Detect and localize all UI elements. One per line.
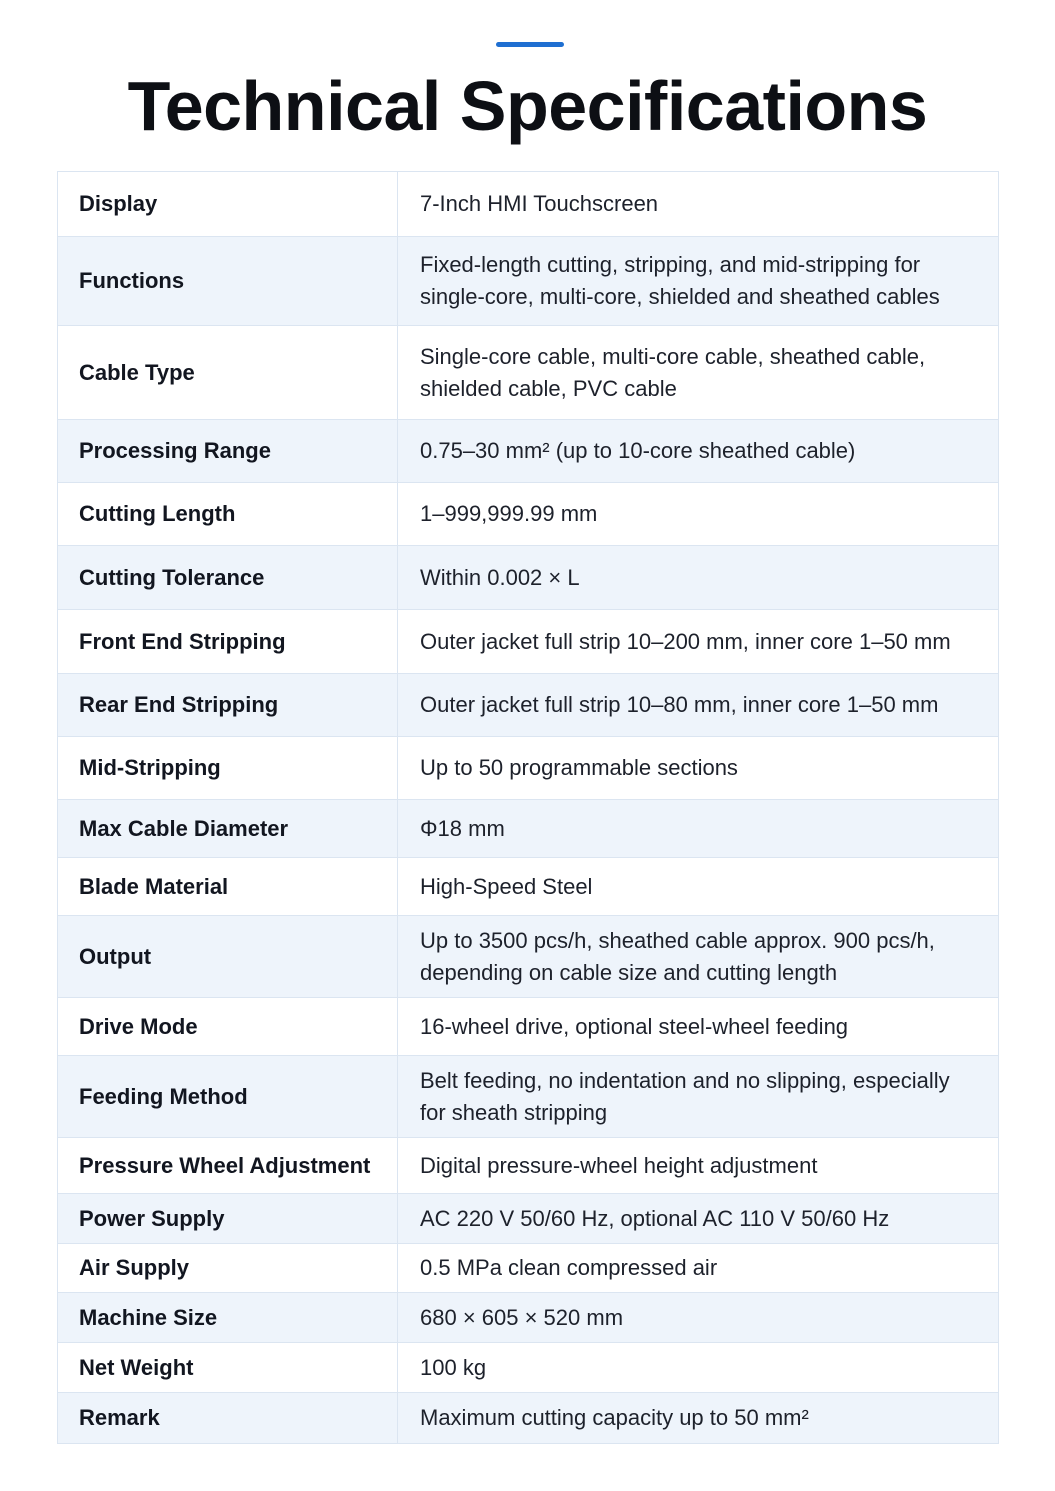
spec-label: Power Supply (58, 1194, 398, 1244)
spec-label: Feeding Method (58, 1056, 398, 1138)
spec-value: 0.75–30 mm² (up to 10-core sheathed cable) (398, 420, 999, 483)
spec-label: Rear End Stripping (58, 674, 398, 737)
spec-row (58, 800, 999, 858)
spec-row (58, 610, 999, 674)
spec-value: Belt feeding, no indentation and no slipping, especially for sheath stripping (398, 1056, 999, 1138)
spec-value: High-Speed Steel (398, 858, 999, 916)
spec-row (58, 172, 999, 237)
spec-value: Outer jacket full strip 10–80 mm, inner core 1–50 mm (398, 674, 999, 737)
spec-value: 0.5 MPa clean compressed air (398, 1244, 999, 1293)
spec-value: Outer jacket full strip 10–200 mm, inner core 1–50 mm (398, 610, 999, 674)
spec-label: Front End Stripping (58, 610, 398, 674)
spec-value: AC 220 V 50/60 Hz, optional AC 110 V 50/60 Hz (398, 1194, 999, 1244)
spec-label: Max Cable Diameter (58, 800, 398, 858)
spec-row (58, 998, 999, 1056)
spec-value: Single-core cable, multi-core cable, sheathed cable, shielded cable, PVC cable (398, 326, 999, 420)
spec-table-body (58, 172, 999, 1444)
spec-value: Up to 50 programmable sections (398, 737, 999, 800)
spec-label: Blade Material (58, 858, 398, 916)
spec-row (58, 916, 999, 998)
spec-label: Mid-Stripping (58, 737, 398, 800)
spec-row (58, 1293, 999, 1343)
spec-value: Φ18 mm (398, 800, 999, 858)
spec-row (58, 737, 999, 800)
spec-row (58, 1343, 999, 1393)
spec-value: Up to 3500 pcs/h, sheathed cable approx. 900 pcs/h, depending on cable size and cutting length (398, 916, 999, 998)
spec-value: 7-Inch HMI Touchscreen (398, 172, 999, 237)
spec-label: Output (58, 916, 398, 998)
spec-row (58, 1194, 999, 1244)
spec-row (58, 1056, 999, 1138)
spec-row (58, 1138, 999, 1194)
spec-label: Processing Range (58, 420, 398, 483)
spec-row (58, 1393, 999, 1444)
spec-value: 680 × 605 × 520 mm (398, 1293, 999, 1343)
spec-row (58, 237, 999, 326)
spec-value: Digital pressure-wheel height adjustment (398, 1138, 999, 1194)
spec-value: 100 kg (398, 1343, 999, 1393)
spec-label: Cable Type (58, 326, 398, 420)
spec-label: Net Weight (58, 1343, 398, 1393)
spec-label: Air Supply (58, 1244, 398, 1293)
spec-value: 1–999,999.99 mm (398, 483, 999, 546)
spec-label: Remark (58, 1393, 398, 1444)
spec-value: Within 0.002 × L (398, 546, 999, 610)
spec-label: Machine Size (58, 1293, 398, 1343)
spec-table (57, 171, 999, 1444)
spec-label: Functions (58, 237, 398, 326)
spec-value: 16-wheel drive, optional steel-wheel feeding (398, 998, 999, 1056)
spec-row (58, 326, 999, 420)
page-title: Technical Specifications (127, 67, 928, 145)
spec-row (58, 674, 999, 737)
spec-row (58, 483, 999, 546)
spec-label: Drive Mode (58, 998, 398, 1056)
spec-row (58, 858, 999, 916)
title-accent-bar (496, 42, 564, 47)
spec-label: Cutting Tolerance (58, 546, 398, 610)
spec-row (58, 420, 999, 483)
spec-value: Maximum cutting capacity up to 50 mm² (398, 1393, 999, 1444)
spec-value: Fixed-length cutting, stripping, and mid-stripping for single-core, multi-core, shielded and sheathed cables (398, 237, 999, 326)
spec-label: Pressure Wheel Adjustment (58, 1138, 398, 1194)
spec-row (58, 1244, 999, 1293)
spec-label: Cutting Length (58, 483, 398, 546)
spec-label: Display (58, 172, 398, 237)
spec-row (58, 546, 999, 610)
